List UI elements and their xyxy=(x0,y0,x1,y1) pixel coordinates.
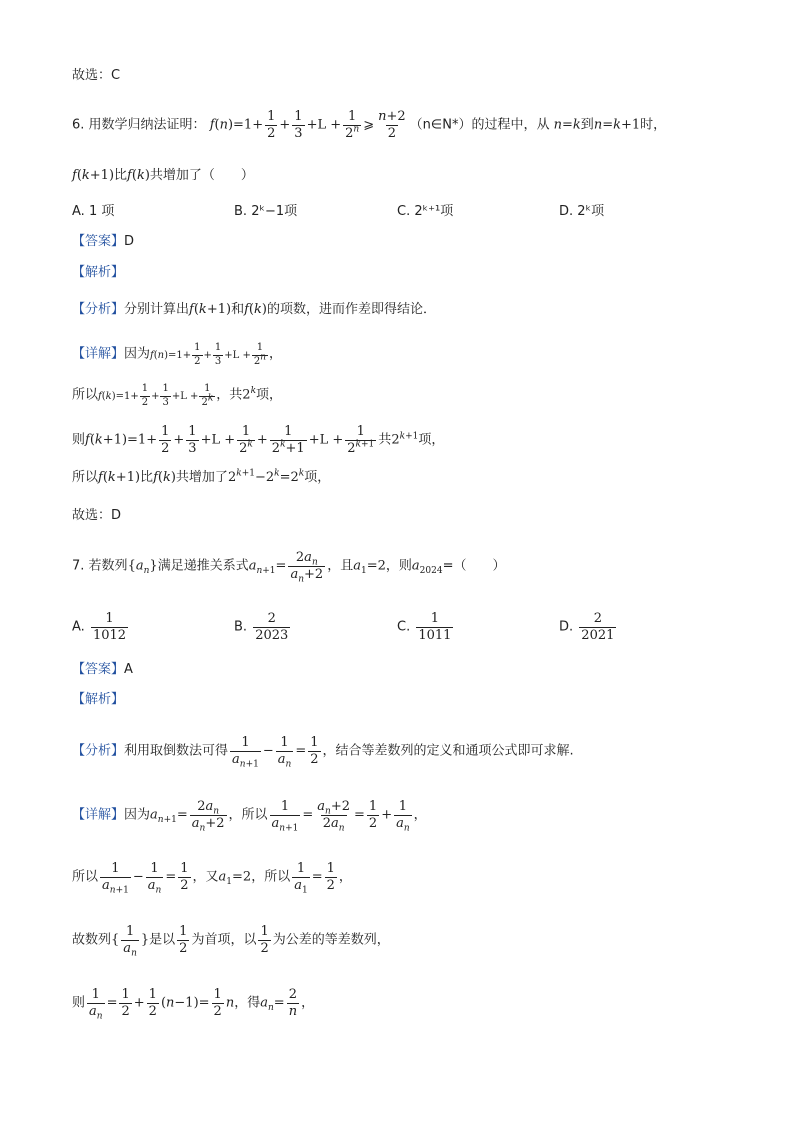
q6-conclusion: 故选：D xyxy=(72,508,122,523)
q7-answer: 【答案】A xyxy=(72,662,133,677)
q7-option-b[interactable]: B. $\frac{2}{2023}$ xyxy=(234,611,289,643)
q7-detail-line3: 故数列{ $\frac{1}{a_n}$ }是以 $\frac{1}{2}$ 为首项，以 $\frac{1}{2}$ 为公差的等差数列， xyxy=(72,924,390,959)
q6-detail-line2: 所以f(k)=1+ $\frac{1}{2}$ + $\frac{1}{3}$ +L + $\frac{1}{2^k}$ ，共2$^k$项， xyxy=(72,383,283,408)
q6-analysis-heading: 【解析】 xyxy=(72,265,125,280)
q6-option-d[interactable]: D. 2ᵏ项 xyxy=(559,204,605,219)
q6-stem-line2: f(k+1)比f(k)共增加了（ ） xyxy=(72,168,254,183)
q7-option-d[interactable]: D. $\frac{2}{2021}$ xyxy=(559,611,615,643)
q7-fenxi: 【分析】利用取倒数法可得 $\frac{1}{a_{n+1}}$ − $\frac{1}{a_n}$ = $\frac{1}{2}$ ，结合等差数列的定义和通项公式即可求解. xyxy=(72,735,574,770)
q6-detail-line3: 则f(k+1)=1+ $\frac{1}{2}$ + $\frac{1}{3}$ +L + $\frac{1}{2^k}$ + $\frac{1}{2^k+1}$ +L + $\frac{1}{2^{k+1}}$ 共$2^{k+1}$项， xyxy=(72,424,445,456)
q7-detail-line1: 【详解】因为$a_{n+1}=$ $\frac{2a_n}{a_n+2}$ ，所以 $\frac{1}{a_{n+1}}$ = $\frac{a_n+2}{2a_n}$ = $\frac{1}{2}$ + $\frac{1}{a_n}$ ， xyxy=(72,799,427,834)
q6-option-b[interactable]: B. 2ᵏ−1项 xyxy=(234,204,298,219)
q7-option-a[interactable]: A. $\frac{1}{1012}$ xyxy=(72,611,127,643)
q6-option-c[interactable]: C. 2ᵏ⁺¹项 xyxy=(397,204,454,219)
q7-analysis-heading: 【解析】 xyxy=(72,692,125,707)
q6-detail-line4: 所以f(k+1)比f(k)共增加了$2^{k+1}-2^k=2^k$项， xyxy=(72,468,331,485)
q5-conclusion: 故选：C xyxy=(72,68,121,83)
q7-option-c[interactable]: C. $\frac{1}{1011}$ xyxy=(397,611,452,643)
q6-detail-line1: 【详解】因为f(n)=1+ $\frac{1}{2}$ + $\frac{1}{3}$ +L + $\frac{1}{2^n}$ ， xyxy=(72,342,283,367)
q7-detail-line4: 则 $\frac{1}{a_n}$ = $\frac{1}{2}$ + $\frac{1}{2}$ (n−1)= $\frac{1}{2}$ n，得$a_n=$ $\frac{2}{n}$ ， xyxy=(72,987,315,1022)
q7-stem: 7. 若数列$\{a_n\}$满足递推关系式$a_{n+1}=$ $\frac{2a_n}{a_n+2}$ ，且$a_1=2$，则$a_{2024}=$（ ） xyxy=(72,550,506,585)
q6-option-a[interactable]: A. 1 项 xyxy=(72,204,115,219)
q7-detail-line2: 所以 $\frac{1}{a_{n+1}}$ − $\frac{1}{a_n}$ = $\frac{1}{2}$ ，又$a_1=2$，所以 $\frac{1}{a_1}$ = $\frac{1}{2}$ ， xyxy=(72,861,352,896)
q6-answer: 【答案】D xyxy=(72,234,135,249)
q6-stem-line1: 6. 用数学归纳法证明： f(n)=1+ $\frac{1}{2}$ + $\frac{1}{3}$ +L + $\frac{1}{2^n}$ ⩾ $\frac{n+2}{2}$ （n∈N*）的过程中，从 n=k到n=k+1时， xyxy=(72,109,667,141)
q6-fenxi: 【分析】分别计算出f(k+1)和f(k)的项数，进而作差即得结论． xyxy=(72,302,436,317)
